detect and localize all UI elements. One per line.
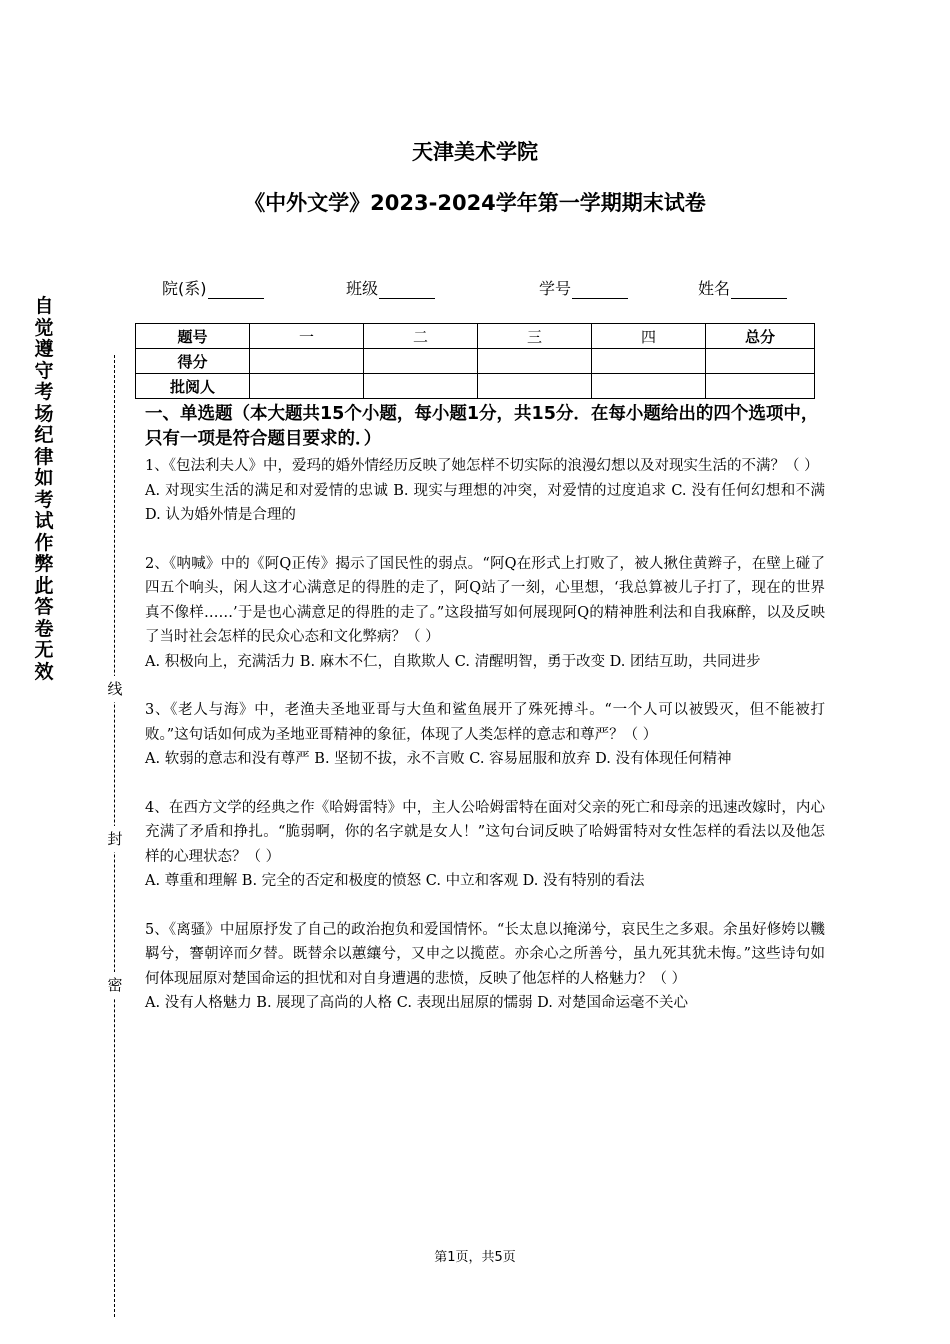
question-stem: 1、《包法利夫人》中，爱玛的婚外情经历反映了她怎样不切实际的浪漫幻想以及对现实生活的不满？（ ） <box>145 458 819 474</box>
grader-cell[interactable] <box>364 374 478 399</box>
header-cell: 二 <box>364 324 478 349</box>
header-cell: 总分 <box>706 324 815 349</box>
question-options: A. 没有人格魅力 B. 展现了高尚的人格 C. 表现出屈原的懦弱 D. 对楚国命运毫不关心 <box>145 995 689 1011</box>
score-table <box>135 323 815 399</box>
department-field[interactable] <box>162 276 264 299</box>
binding-mark-seal: 封 <box>106 826 124 852</box>
question-options: A. 软弱的意志和没有尊严 B. 坚韧不拔，永不言败 C. 容易屈服和放弃 D. 没有体现任何精神 <box>145 751 732 767</box>
score-row <box>136 349 815 374</box>
question-options: A. 积极向上，充满活力 B. 麻木不仁，自欺欺人 C. 清醒明智，勇于改变 D. 团结互助，共同进步 <box>145 653 761 670</box>
department-label: 院(系) <box>162 279 207 298</box>
question-options: A. 尊重和理解 B. 完全的否定和极度的愤怒 C. 中立和客观 D. 没有特别的看法 <box>145 873 645 889</box>
notice-text: 自觉遵守考场纪律如考试作弊此答卷无效 <box>34 295 54 683</box>
name-blank[interactable] <box>731 282 787 299</box>
department-blank[interactable] <box>208 282 264 299</box>
exam-title: 《中外文学》2023-2024学年第一学期期末试卷 <box>244 191 706 215</box>
question-options: A. 对现实生活的满足和对爱情的忠诚 B. 现实与理想的冲突，对爱情的过度追求 C. 没有任何幻想和不满 D. 认为婚外情是合理的 <box>145 482 825 523</box>
row-label: 得分 <box>136 349 250 374</box>
question-stem: 5、《离骚》中屈原抒发了自己的政治抱负和爱国情怀。“长太息以掩涕兮，哀民生之多艰。余虽好修姱以鞿羁兮，謇朝谇而夕替。既替余以蕙纕兮，又申之以揽茝。亦余心之所善兮，虽九死其犹未悔。”这些诗句如何体现屈原对楚国命运的担忧和对自身遭遇的悲愤，反映了他怎样的人格魅力？（ ） <box>145 921 825 987</box>
grader-row <box>136 374 815 399</box>
class-label: 班级 <box>346 279 379 298</box>
score-cell[interactable] <box>364 349 478 374</box>
student-id-label: 学号 <box>539 279 572 298</box>
score-cell[interactable] <box>592 349 706 374</box>
header-cell: 题号 <box>136 324 250 349</box>
header-cell: 三 <box>478 324 592 349</box>
name-label: 姓名 <box>698 279 731 298</box>
page-footer: 第1页，共5页 <box>434 1250 516 1265</box>
score-cell[interactable] <box>706 349 815 374</box>
question-stem: 4、在西方文学的经典之作《哈姆雷特》中，主人公哈姆雷特在面对父亲的死亡和母亲的迅速改嫁时，内心充满了矛盾和挣扎。“脆弱啊，你的名字就是女人！”这句台词反映了哈姆雷特对女性怎样的看法以及他怎样的心理状态？（ ） <box>145 799 825 865</box>
score-cell[interactable] <box>250 349 364 374</box>
binding-mark-line: 线 <box>106 676 124 702</box>
section-title: 一、单选题（本大题共15个小题，每小题1分，共15分．在每小题给出的四个选项中，只有一项是符合题目要求的．） <box>145 404 819 449</box>
grader-cell[interactable] <box>706 374 815 399</box>
class-field[interactable] <box>346 276 435 299</box>
question-stem: 3、《老人与海》中，老渔夫圣地亚哥与大鱼和鲨鱼展开了殊死搏斗。“一个人可以被毁灭，但不能被打败。”这句话如何成为圣地亚哥精神的象征，体现了人类怎样的意志和尊严？（ ） <box>145 702 825 743</box>
binding-mark-secret: 密 <box>106 972 124 998</box>
class-blank[interactable] <box>379 282 435 299</box>
score-table-header-row <box>136 324 815 349</box>
questions-section <box>145 402 825 1040</box>
name-field[interactable] <box>698 276 787 299</box>
header-cell: 一 <box>250 324 364 349</box>
exam-discipline-notice <box>30 296 58 683</box>
grader-cell[interactable] <box>250 374 364 399</box>
student-id-blank[interactable] <box>572 282 628 299</box>
school-name: 天津美术学院 <box>412 140 538 164</box>
grader-cell[interactable] <box>478 374 592 399</box>
header-cell: 四 <box>592 324 706 349</box>
row-label: 批阅人 <box>136 374 250 399</box>
student-id-field[interactable] <box>539 276 628 299</box>
question-stem: 2、《呐喊》中的《阿Q正传》揭示了国民性的弱点。“阿Q在形式上打败了，被人揪住黄辫子，在壁上碰了四五个响头，闲人这才心满意足的得胜的走了，阿Q站了一刻，心里想，‘我总算被儿子打了，现在的世界真不像样……’于是也心满意足的得胜的走了。”这段描写如何展现阿Q的精神胜利法和自我麻醉，以及反映了当时社会怎样的民众心态和文化弊病？（ ） <box>145 555 825 645</box>
grader-cell[interactable] <box>592 374 706 399</box>
score-cell[interactable] <box>478 349 592 374</box>
